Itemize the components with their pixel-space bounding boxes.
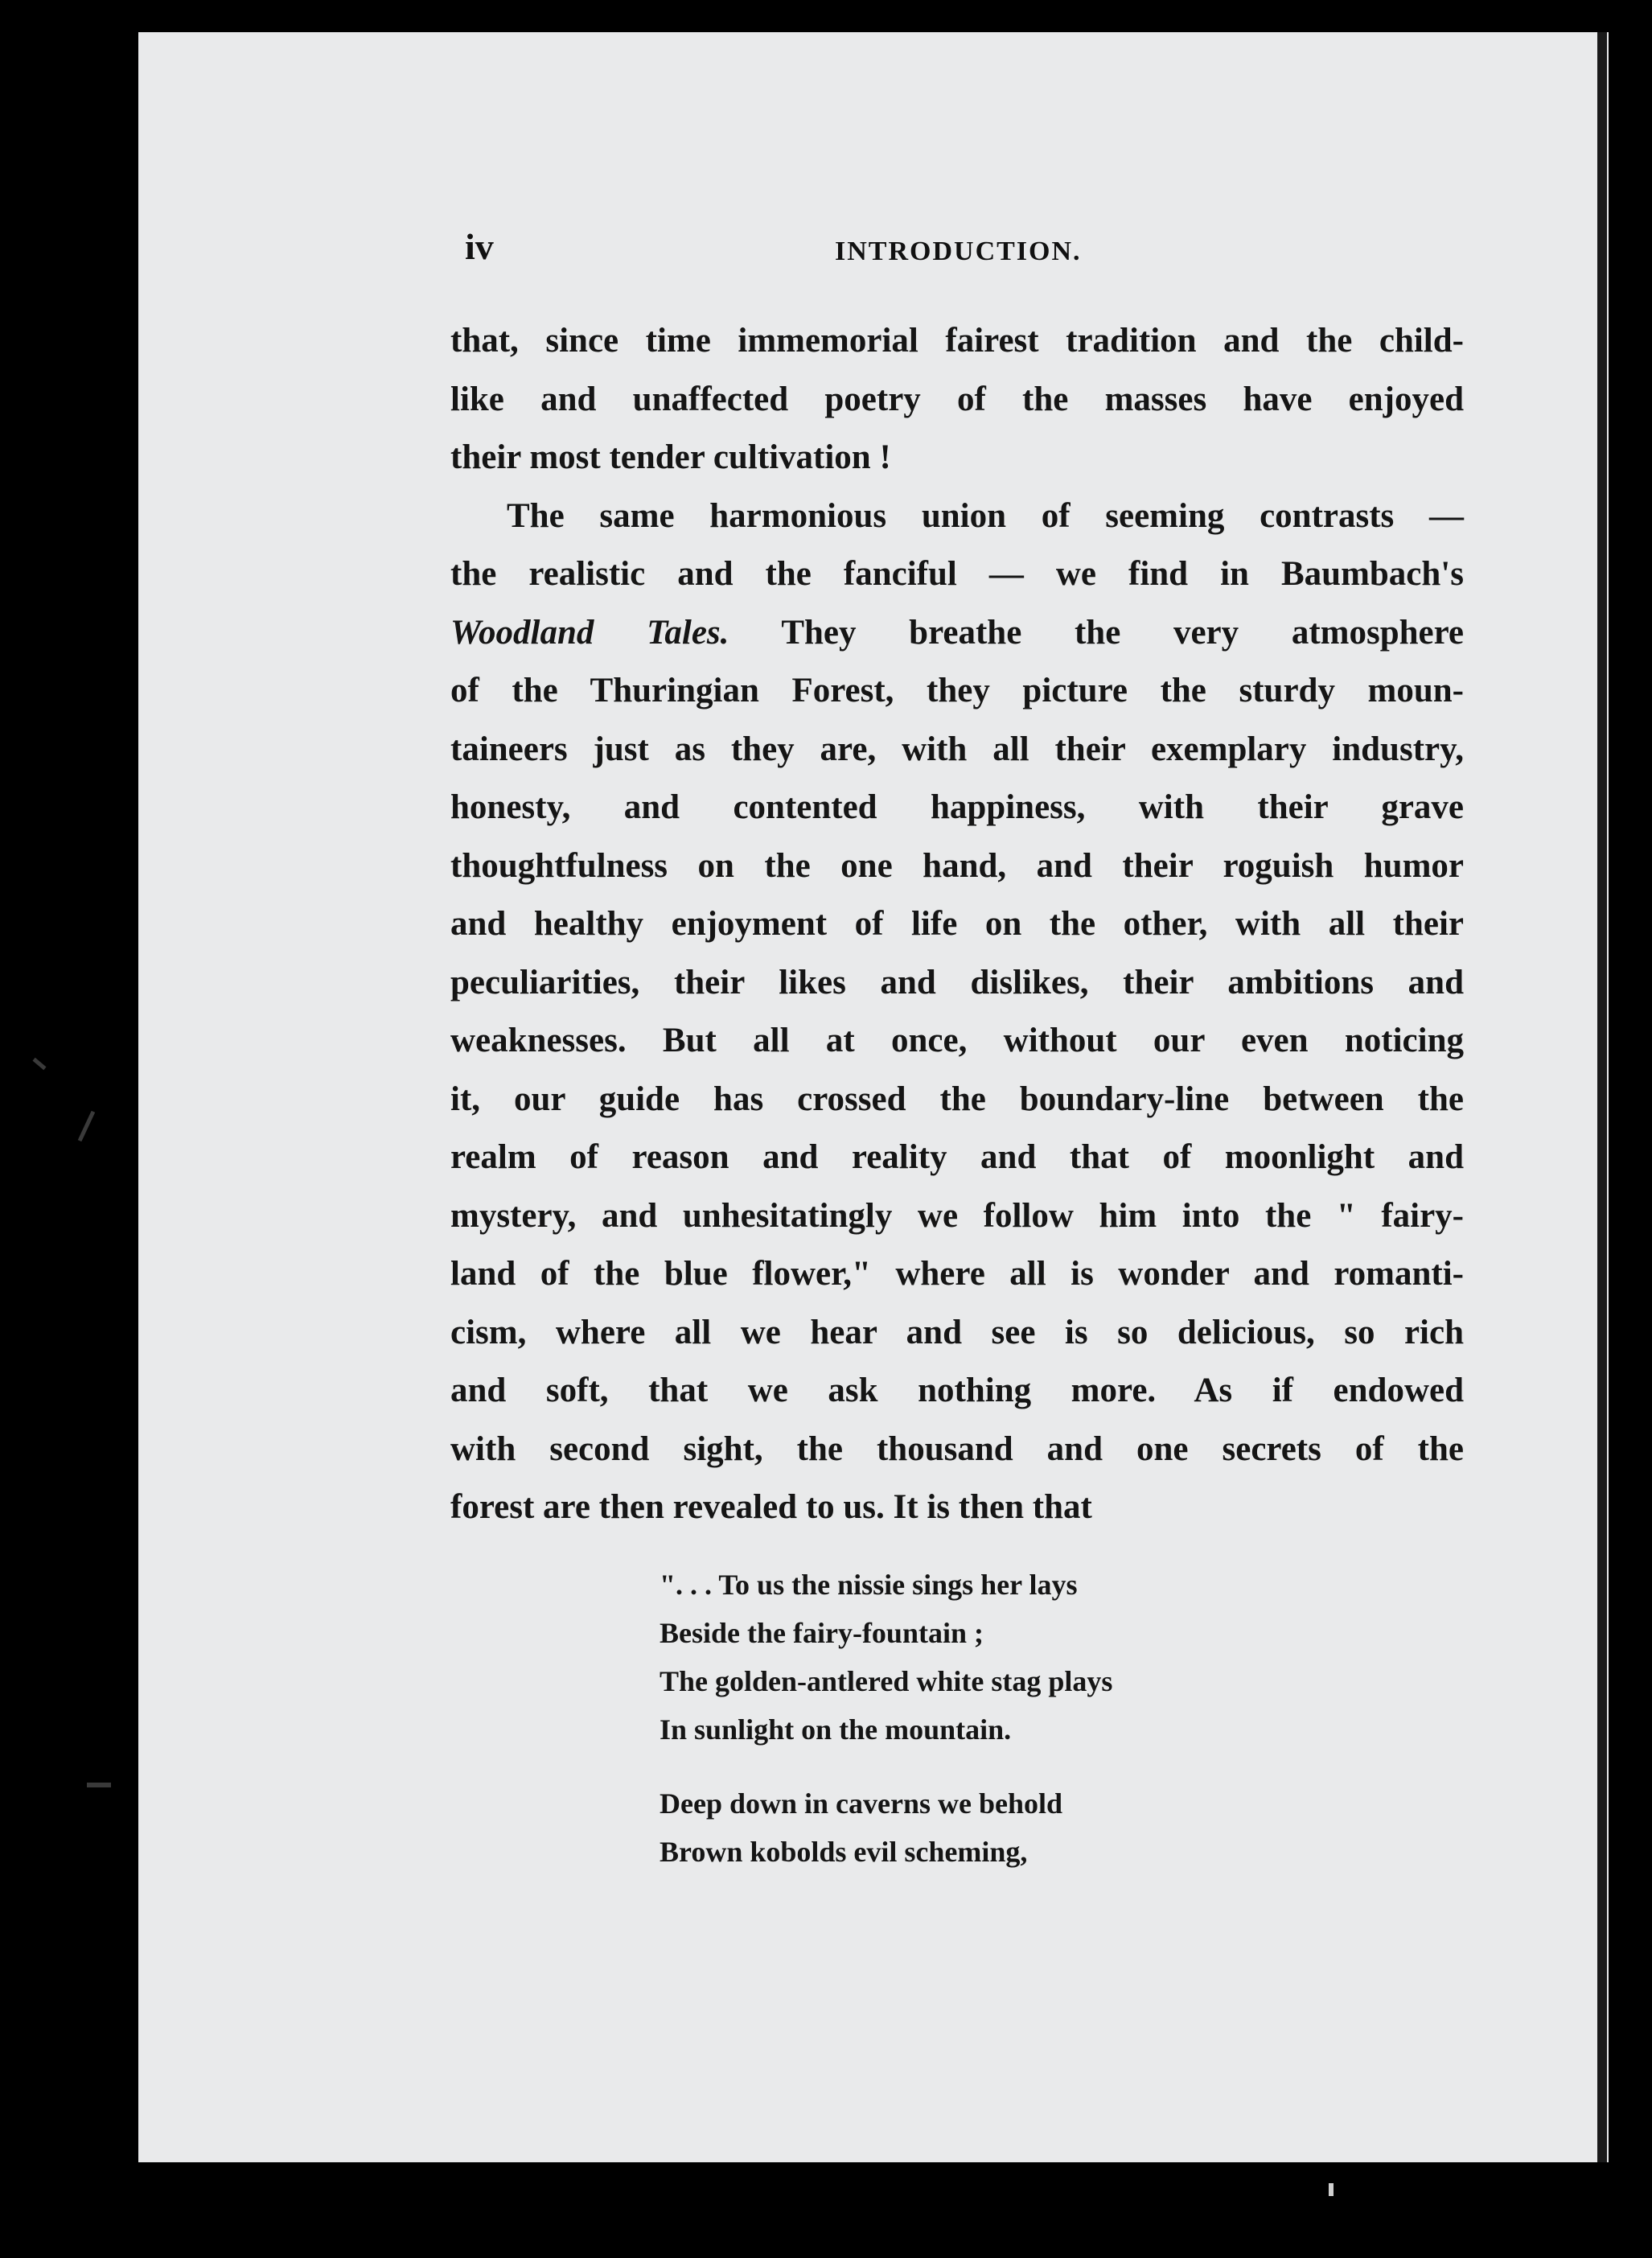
text-line: the realistic and the fanciful — we find in Baumbach's — [450, 555, 1464, 593]
text-line: thoughtfulness on the one hand, and their roguish humor — [450, 846, 1464, 885]
text-line-with-italic: Woodland Tales. They breathe the very atmosphere — [450, 613, 1464, 652]
text-line: honesty, and contented happiness, with their grave — [450, 788, 1464, 826]
verse-line: Brown kobolds evil scheming, — [660, 1836, 1028, 1868]
text-line: of the Thuringian Forest, they picture the sturdy moun- — [450, 672, 1464, 709]
running-head — [465, 225, 1470, 274]
scan-speck — [87, 1783, 111, 1787]
chapter-heading: INTRODUCTION. — [835, 236, 1082, 266]
text-line: weaknesses. But all at once, without our even noticing — [450, 1022, 1464, 1059]
italic-book-title: Woodland Tales. — [450, 613, 729, 652]
text-line: taineers just as they are, with all their exemplary industry, — [450, 730, 1464, 768]
text-line: forest are then revealed to us. It is then that — [450, 1488, 1092, 1526]
verse-line: The golden-antlered white stag plays — [660, 1665, 1113, 1697]
page-number: iv — [465, 226, 494, 267]
text-line: their most tender cultivation ! — [450, 438, 891, 476]
stanza-1 — [660, 1561, 1112, 1754]
text-line: land of the blue flower," where all is wonder and romanti- — [450, 1255, 1464, 1293]
verse-line: In sunlight on the mountain. — [660, 1713, 1012, 1746]
scan-speck — [1329, 2183, 1334, 2196]
page-edge-shadow — [1597, 32, 1607, 2162]
stanza-2 — [660, 1779, 1112, 1876]
body-text — [450, 312, 1464, 1537]
verse-line: ". . . To us the nissie sings her lays — [660, 1569, 1078, 1601]
text-line: and soft, that we ask nothing more. As if endowed — [450, 1372, 1464, 1409]
text-line: mystery, and unhesitatingly we follow him into the " fairy- — [450, 1196, 1464, 1235]
verse-line: Beside the fairy-fountain ; — [660, 1617, 984, 1649]
text-line: that, since time immemorial fairest tradition and the child- — [450, 322, 1464, 360]
text-line: like and unaffected poetry of the masses have enjoyed — [450, 380, 1464, 418]
text-line: cism, where all we hear and see is so delicious, so rich — [450, 1313, 1464, 1351]
text-line: and healthy enjoyment of life on the other, with all their — [450, 905, 1464, 943]
verse-quotation — [660, 1561, 1112, 1902]
text-line: peculiarities, their likes and dislikes, their ambitions and — [450, 963, 1464, 1001]
scan-speck — [78, 1111, 95, 1141]
text-line: it, our guide has crossed the boundary-line between the — [450, 1080, 1464, 1118]
paragraph-2 — [450, 487, 1464, 1537]
text-line: realm of reason and reality and that of moonlight and — [450, 1138, 1464, 1176]
text-line: The same harmonious union of seeming contrasts — — [507, 496, 1464, 535]
verse-line: Deep down in caverns we behold — [660, 1787, 1063, 1820]
scan-speck — [32, 1058, 46, 1070]
paragraph-1 — [450, 312, 1464, 487]
text-line: with second sight, the thousand and one secrets of the — [450, 1429, 1464, 1468]
